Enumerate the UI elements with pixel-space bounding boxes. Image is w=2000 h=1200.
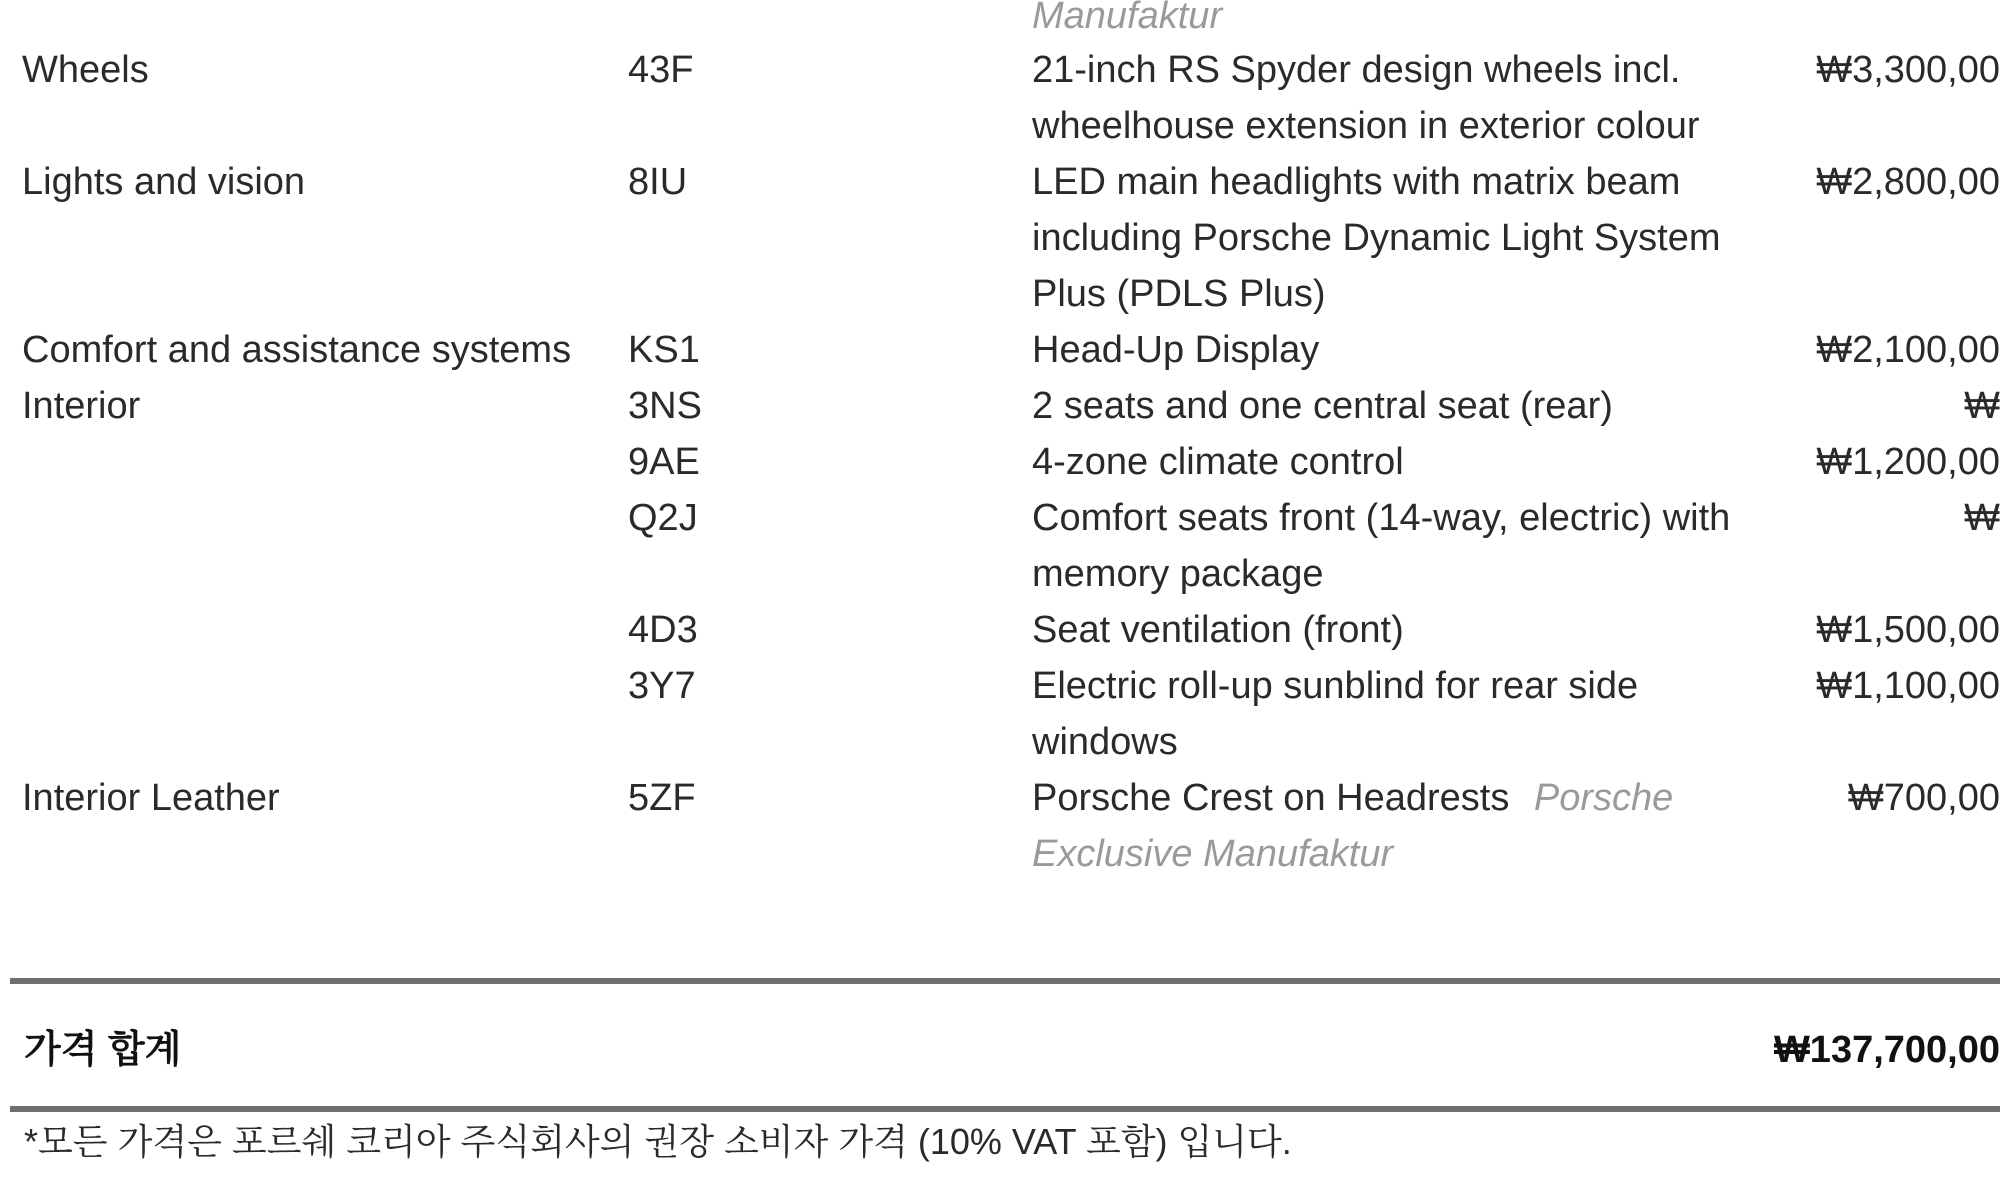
- total-bottom-rule: [10, 1106, 2000, 1112]
- option-description-sub: Porsche: [1533, 777, 1674, 819]
- option-description: [1032, 770, 1673, 826]
- option-price: ₩1,500,00: [1816, 609, 2000, 651]
- option-description: LED main headlights with matrix beam: [1032, 161, 1681, 203]
- total-label: 가격 합계: [24, 1029, 182, 1071]
- option-code: 3Y7: [628, 665, 696, 707]
- option-price: ₩: [1964, 497, 2000, 539]
- option-description-sub: Exclusive Manufaktur: [1032, 833, 1394, 875]
- total-top-rule: [10, 978, 2000, 984]
- option-code: KS1: [628, 329, 700, 371]
- category-interior-leather: Interior Leather: [22, 777, 280, 819]
- option-code: 9AE: [628, 441, 700, 483]
- option-price: ₩1,200,00: [1816, 441, 2000, 483]
- option-description: Electric roll-up sunblind for rear side: [1032, 665, 1639, 707]
- row-top-desc-sub: Manufaktur: [1032, 0, 1223, 37]
- option-price: ₩: [1964, 385, 2000, 427]
- option-description: Head-Up Display: [1032, 329, 1320, 371]
- total-value: ₩137,700,00: [1773, 1029, 2000, 1071]
- option-price: ₩3,300,00: [1816, 49, 2000, 91]
- category-interior: Interior: [22, 385, 141, 427]
- option-description: Plus (PDLS Plus): [1032, 273, 1326, 315]
- option-description: 4-zone climate control: [1032, 441, 1404, 483]
- category-lights-and-vision: Lights and vision: [22, 161, 306, 203]
- option-description: including Porsche Dynamic Light System: [1032, 217, 1721, 259]
- option-price: ₩2,800,00: [1816, 161, 2000, 203]
- option-price: ₩2,100,00: [1816, 329, 2000, 371]
- option-description: Comfort seats front (14-way, electric) with: [1032, 497, 1731, 539]
- option-description-main: Porsche Crest on Headrests: [1032, 777, 1510, 819]
- option-code: 8IU: [628, 161, 688, 203]
- option-description: 2 seats and one central seat (rear): [1032, 385, 1613, 427]
- option-description: Seat ventilation (front): [1032, 609, 1404, 651]
- option-description: memory package: [1032, 553, 1324, 595]
- option-code: 5ZF: [628, 777, 696, 819]
- option-description: 21-inch RS Spyder design wheels incl.: [1032, 49, 1681, 91]
- footnote: *모든 가격은 포르쉐 코리아 주식회사의 권장 소비자 가격 (10% VAT 포함) 입니다.: [24, 1121, 1292, 1162]
- option-code: 3NS: [628, 385, 702, 427]
- option-description: wheelhouse extension in exterior colour: [1032, 105, 1700, 147]
- category-comfort-and-assistance: Comfort and assistance systems: [22, 329, 572, 371]
- option-code: 4D3: [628, 609, 698, 651]
- option-code: 43F: [628, 49, 694, 91]
- option-price: ₩700,00: [1847, 777, 2000, 819]
- option-code: Q2J: [628, 497, 698, 539]
- category-wheels: Wheels: [22, 49, 149, 91]
- option-description: windows: [1032, 721, 1178, 763]
- option-price: ₩1,100,00: [1816, 665, 2000, 707]
